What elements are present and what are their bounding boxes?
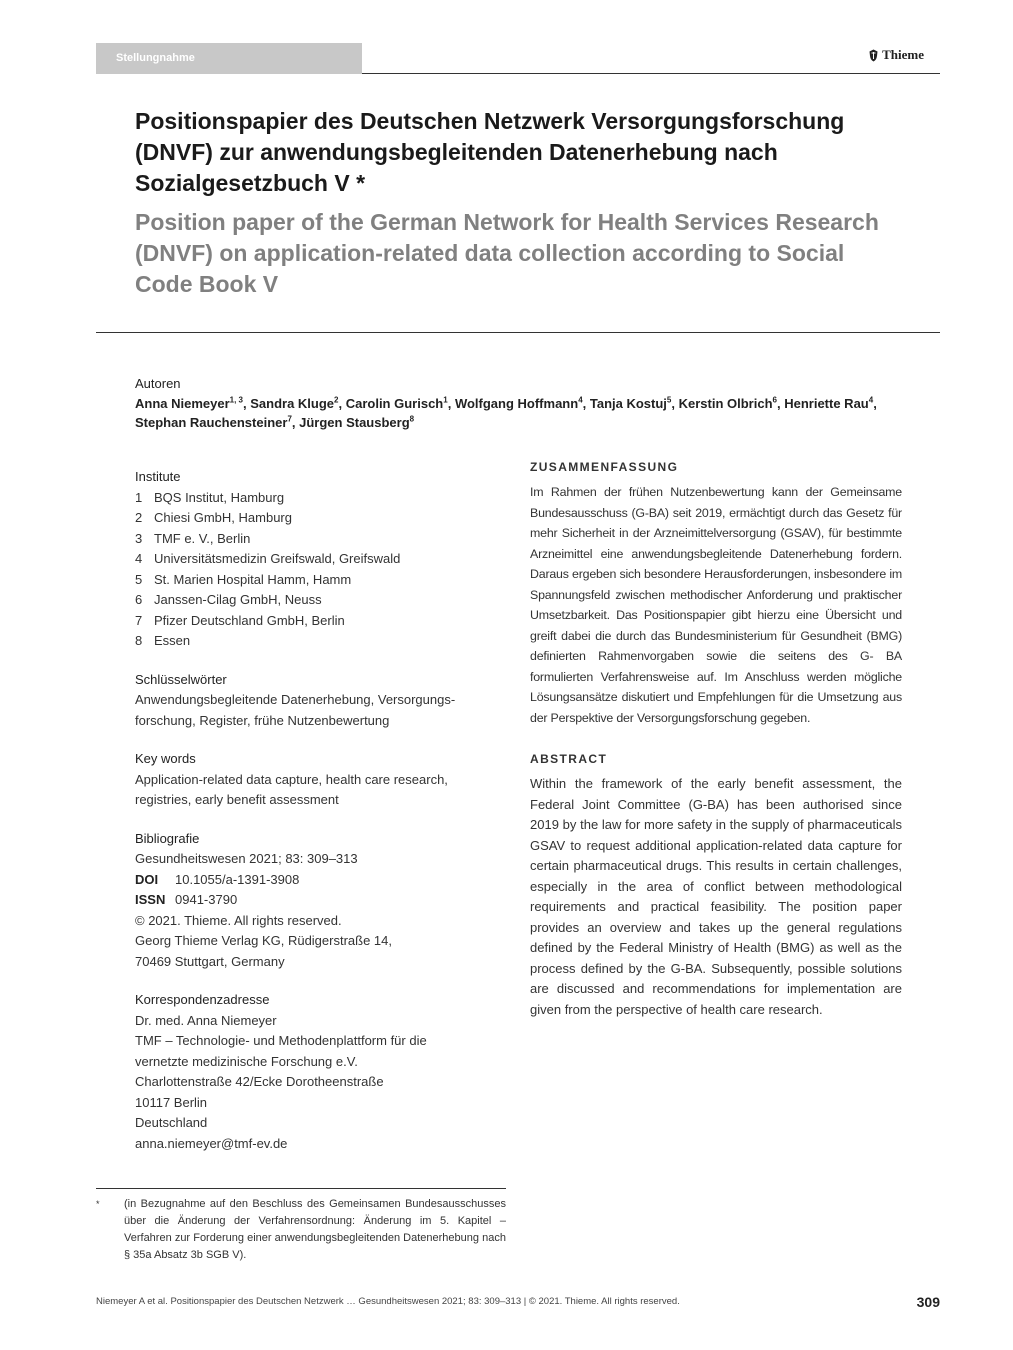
author-affiliation: 4: [868, 395, 874, 405]
author-name: Carolin Gurisch: [345, 396, 444, 411]
author-separator: ,: [671, 396, 679, 411]
institute-number: 4: [135, 551, 143, 566]
author-name: Sandra Kluge: [250, 396, 335, 411]
institute-item: [135, 631, 495, 652]
title-english: Position paper of the German Network for Health Services Research (DNVF) on application-related data collection according to Social Code Book V: [135, 209, 879, 297]
abstract-text: Within the framework of the early benefit assessment, the Federal Joint Committee (G-BA) has been authorised since 2019 by the law for more safety in the supply of pharmaceuticals GSAV to request additional application-related data capture for certain pharmaceutical drugs. This results in certain challenges, especially in the area of conflict between methodological requirements and practical feasibility. The position paper provides an overview and takes up the general regulations defined by the Federal Ministry of Health (BMG) as well as the process defined by the G-BA. Subsequently, possible solutions are discussed and recommendations for implementation are given from the perspective of health care research.: [530, 776, 902, 1017]
abstract-heading: ABSTRACT: [530, 752, 608, 766]
bibliography-block: [135, 829, 495, 973]
author-name: Anna Niemeyer: [135, 396, 230, 411]
author-name: Wolfgang Hoffmann: [454, 396, 579, 411]
issn-label: ISSN: [135, 892, 166, 907]
institute-item: [135, 549, 495, 570]
bibliography-title: Bibliografie: [135, 830, 200, 846]
institute-name: TMF e. V., Berlin: [154, 530, 251, 546]
author-affiliation: 8: [409, 414, 415, 424]
correspondence-email[interactable]: anna.niemeyer@tmf-ev.de: [135, 1135, 288, 1151]
section-label: Stellungnahme: [96, 43, 362, 74]
author-separator: ,: [873, 396, 877, 411]
footnote-mark: *: [96, 1199, 100, 1209]
header-rule: [362, 73, 940, 74]
author-affiliation: 7: [287, 414, 292, 424]
author-separator: ,: [291, 415, 300, 430]
correspondence-title: Korrespondenzadresse: [135, 992, 270, 1007]
citation: Gesundheitswesen 2021; 83: 309–313: [135, 851, 358, 866]
institute-number: 1: [135, 489, 143, 505]
author-name: Henriette Rau: [784, 396, 869, 411]
authors-label: Autoren: [135, 376, 181, 391]
rights: © 2021. Thieme. All rights reserved.: [135, 912, 342, 928]
institute-name: St. Marien Hospital Hamm, Hamm: [154, 571, 352, 587]
brand-name: Thieme: [882, 47, 924, 62]
institute-number: 3: [135, 530, 143, 546]
institute-number: 2: [135, 510, 143, 525]
institute-number: 6: [135, 592, 143, 607]
keywords-en-block: [135, 749, 495, 811]
doi-label: DOI: [135, 871, 159, 887]
keywords-en-line: Application-related data capture, health care research,: [135, 771, 448, 787]
thieme-logo-icon: [868, 49, 879, 62]
correspondence-line: vernetzte medizinische Forschung e.V.: [135, 1053, 358, 1069]
correspondence-block: [135, 990, 495, 1154]
correspondence-line: 10117 Berlin: [135, 1094, 208, 1110]
institute-number: 8: [135, 633, 143, 648]
author-affiliation: 5: [666, 395, 672, 405]
institute-item: [135, 508, 495, 529]
keywords-de-block: [135, 670, 495, 732]
author-affiliation: 4: [578, 395, 583, 405]
institute-name: BQS Institut, Hamburg: [154, 489, 285, 505]
institute-item: [135, 488, 495, 509]
author-separator: ,: [243, 396, 251, 411]
issn-row: [135, 890, 495, 911]
author-name: Stephan Rauchensteiner: [135, 415, 288, 430]
footnote: [96, 1196, 506, 1264]
author-affiliation: 1, 3: [229, 395, 243, 405]
author-affiliation: 2: [334, 395, 339, 405]
institute-name: Chiesi GmbH, Hamburg: [154, 510, 292, 525]
author-affiliation: 1: [443, 395, 448, 405]
publisher-line: Georg Thieme Verlag KG, Rüdigerstraße 14,: [135, 933, 392, 948]
institute-name: Universitätsmedizin Greifswald, Greifswald: [154, 551, 401, 566]
page-number: 309: [916, 1294, 940, 1310]
author-separator: ,: [447, 396, 455, 411]
institute-item: [135, 590, 495, 611]
keywords-en-title: Key words: [135, 751, 196, 766]
footnote-text: (in Bezugnahme auf den Beschluss des Gemeinsamen Bundesausschusses über die Änderung der Verfahrensordnung: Änderung im 5. Kapitel – Verfahren zur Forderung einer anwendungsbegleitenden Datenerhebung nach § 35a Absatz 3b SGB V).: [124, 1198, 506, 1261]
institute-name: Essen: [154, 633, 191, 648]
correspondence-line: TMF – Technologie- und Methodenplattform für die: [135, 1033, 427, 1048]
institute-item: [135, 570, 495, 591]
keywords-de-line: forschung, Register, frühe Nutzenbewertung: [135, 712, 390, 728]
doi-value[interactable]: 10.1055/a-1391-3908: [175, 871, 300, 887]
metadata-column: [135, 467, 495, 1172]
abstract-column: [530, 460, 902, 1020]
institute-number: 7: [135, 612, 143, 628]
zusammenfassung-text: Im Rahmen der frühen Nutzenbewertung kann der Gemeinsame Bundesausschuss (G-BA) seit 2019, ermächtigt durch das Gesetz für mehr Sicherheit in der Arzneimittelversorgung (GSAV), für bestimmte Arzneimittel eine anwendungsbegleitende Datenerhebung fordern. Daraus ergeben sich besondere Herausforderungen, insbesondere im Spannungsfeld zwischen methodischer Anforderung und praktischer Umsetzbarkeit. Das Positionspapier gibt hierzu eine Übersicht und greift dabei die durch das Bundesministerium für Gesundheit (BMG) definierten Rahmenvorgaben sowie die seitens des G- BA formulierten Verfahrensweise auf. Im Anschluss werden mögliche Lösungsansätze diskutiert und Empfehlungen für die Umsetzung aus der Perspektive der Versorgungsforschung gegeben.: [530, 485, 902, 725]
title-rule: [96, 332, 940, 333]
author-list: [135, 394, 905, 432]
correspondence-line: Dr. med. Anna Niemeyer: [135, 1012, 277, 1028]
zusammenfassung-heading: ZUSAMMENFASSUNG: [530, 460, 679, 474]
author-name: Kerstin Olbrich: [678, 396, 773, 411]
institute-number: 5: [135, 571, 143, 587]
doi-row: [135, 870, 495, 891]
correspondence-line: Charlottenstraße 42/Ecke Dorotheenstraße: [135, 1074, 384, 1089]
keywords-en-line: registries, early benefit assessment: [135, 792, 339, 807]
institute-item: [135, 529, 495, 550]
institute-name: Pfizer Deutschland GmbH, Berlin: [154, 612, 345, 628]
author-separator: ,: [776, 396, 785, 411]
issn-value: 0941-3790: [175, 892, 238, 907]
title-german: Positionspapier des Deutschen Netzwerk Versorgungsforschung (DNVF) zur anwendungsbegleitenden Datenerhebung nach Sozialgesetzbuch V *: [135, 108, 845, 196]
institutes-block: [135, 467, 495, 652]
publisher-line: 70469 Stuttgart, Germany: [135, 953, 285, 969]
author-separator: ,: [582, 396, 590, 411]
footnote-rule: [96, 1188, 506, 1189]
institutes-title: Institute: [135, 469, 181, 484]
keywords-de-title: Schlüsselwörter: [135, 671, 227, 687]
author-name: Jürgen Stausberg: [299, 415, 410, 430]
author-affiliation: 6: [772, 395, 777, 405]
running-footer: Niemeyer A et al. Positionspapier des Deutschen Netzwerk … Gesundheitswesen 2021; 83: 309–313 | © 2021. Thieme. All rights reserved.: [96, 1296, 680, 1307]
author-name: Tanja Kostuj: [589, 396, 667, 411]
keywords-de-line: Anwendungsbegleitende Datenerhebung, Versorgungs-: [135, 692, 456, 707]
correspondence-line: Deutschland: [135, 1115, 208, 1130]
institute-item: [135, 611, 495, 632]
publisher-brand: [868, 47, 924, 63]
institutes-list: [135, 488, 495, 652]
institute-name: Janssen-Cilag GmbH, Neuss: [154, 592, 322, 607]
author-separator: ,: [338, 396, 346, 411]
